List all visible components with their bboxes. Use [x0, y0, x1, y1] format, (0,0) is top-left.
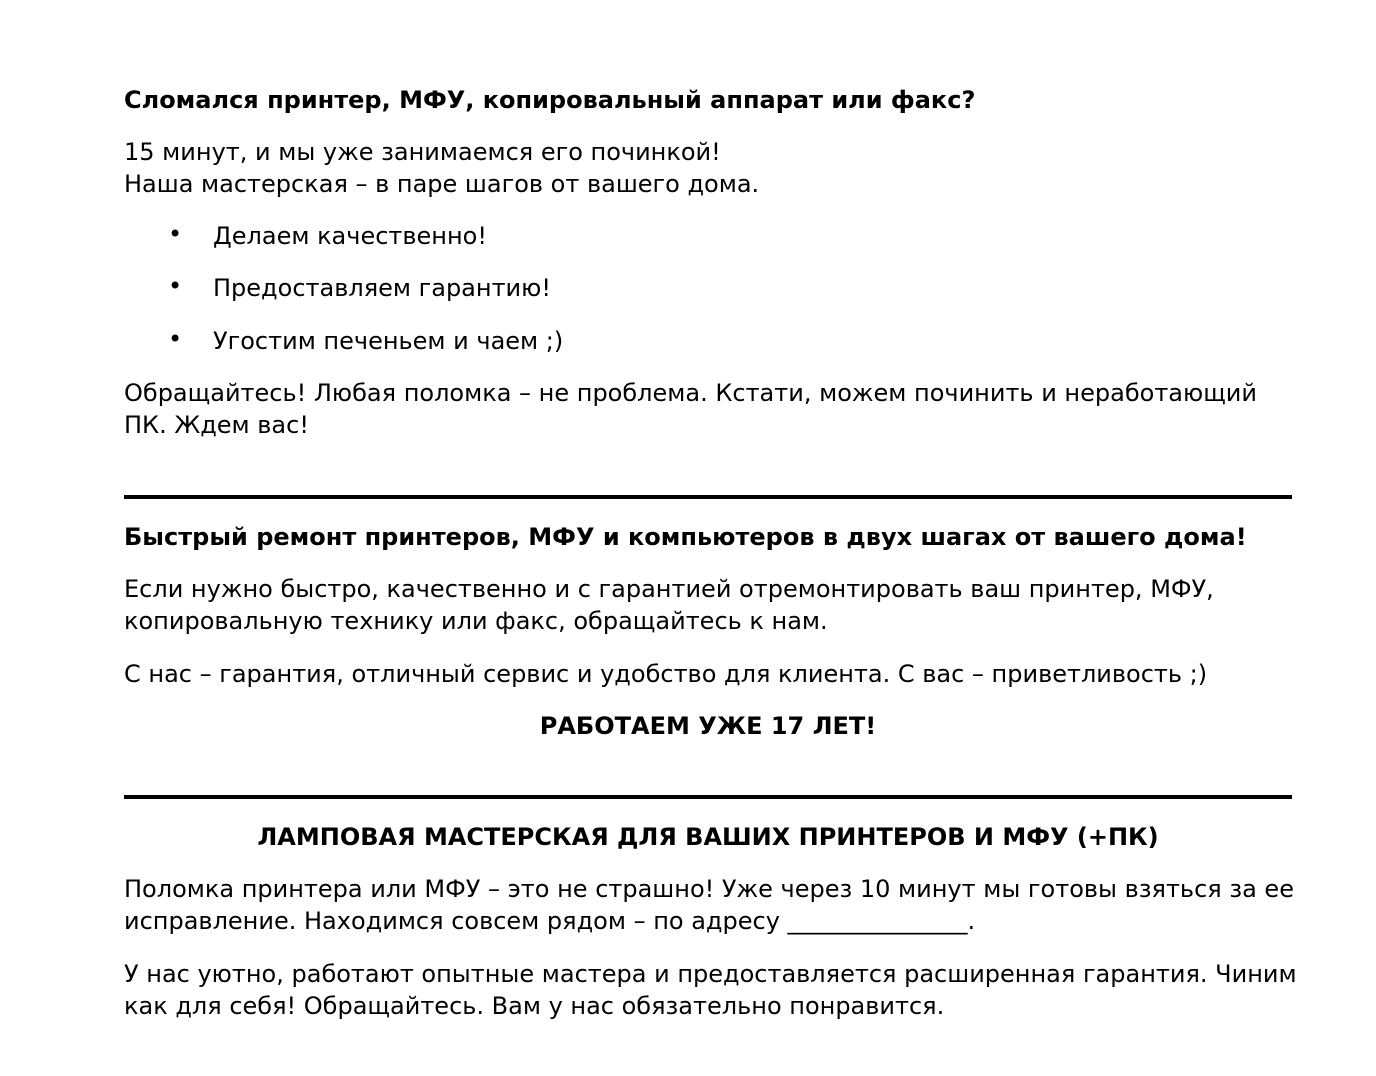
section1-outro-line1: Обращайтесь! Любая поломка – не проблема. Кстати, можем починить и неработающий [124, 379, 1258, 407]
section1-intro-line2: Наша мастерская – в паре шагов от вашего дома. [124, 170, 760, 198]
section3-heading: ЛАМПОВАЯ МАСТЕРСКАЯ ДЛЯ ВАШИХ ПРИНТЕРОВ И МФУ (+ПК) [257, 823, 1159, 851]
section3-para2-line2: как для себя! Обращайтесь. Вам у нас обязательно понравится. [124, 992, 945, 1020]
section-divider [124, 495, 1292, 499]
bullet-text: Предоставляем гарантию! [213, 274, 551, 302]
section2-heading: Быстрый ремонт принтеров, МФУ и компьютеров в двух шагах от вашего дома! [124, 523, 1247, 551]
section3-para2-line1: У нас уютно, работают опытные мастера и предоставляется расширенная гарантия. Чиним [124, 960, 1297, 988]
section1-heading: Сломался принтер, МФУ, копировальный аппарат или факс? [124, 86, 976, 114]
section1-intro-line1: 15 минут, и мы уже занимаемся его починкой! [124, 138, 721, 166]
bullet-icon: • [168, 220, 183, 248]
bullet-icon: • [168, 325, 183, 353]
section2-para1-line1: Если нужно быстро, качественно и с гарантией отремонтировать ваш принтер, МФУ, [124, 575, 1214, 603]
section3-para1-line2: исправление. Находимся совсем рядом – по адресу _______________. [124, 907, 976, 935]
bullet-text: Угостим печеньем и чаем ;) [213, 327, 564, 355]
bullet-text: Делаем качественно! [213, 222, 487, 250]
section3-para1-line1: Поломка принтера или МФУ – это не страшно! Уже через 10 минут мы готовы взяться за ее [124, 875, 1294, 903]
bullet-icon: • [168, 272, 183, 300]
section2-tagline: РАБОТАЕМ УЖЕ 17 ЛЕТ! [539, 712, 877, 740]
section-divider [124, 795, 1292, 799]
section2-para2: С нас – гарантия, отличный сервис и удобство для клиента. С вас – приветливость ;) [124, 660, 1208, 688]
section2-para1-line2: копировальную технику или факс, обращайтесь к нам. [124, 607, 828, 635]
section1-outro-line2: ПК. Ждем вас! [124, 411, 309, 439]
